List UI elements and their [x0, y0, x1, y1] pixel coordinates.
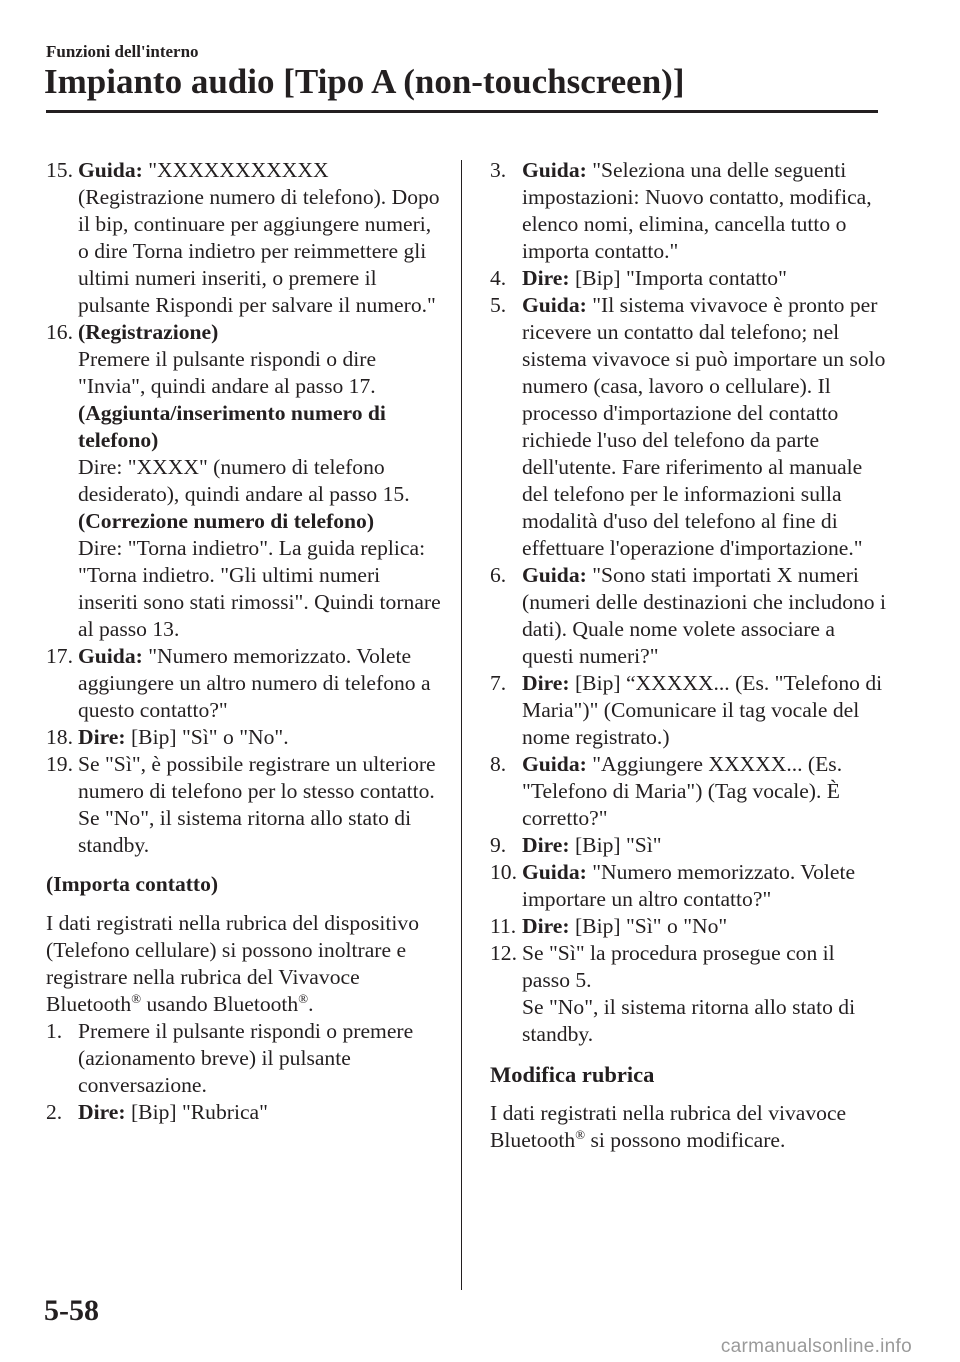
step-18 [46, 724, 444, 751]
step-number: 16. [46, 320, 73, 344]
modify-phonebook-text: I dati registrati nella rubrica del vivavoce Bluetooth® si possono modificare. [490, 1101, 847, 1152]
step-number: 9. [490, 833, 507, 857]
step-2 [46, 1099, 444, 1126]
step-text: Se "No", il sistema ritorna allo stato di standby. [522, 995, 856, 1046]
step-label: Dire: [522, 671, 570, 695]
step-text: [Bip] “XXXXX... (Es. "Telefono di Maria")" (Comunicare il tag vocale del nome registrato.) [522, 671, 883, 749]
step-text: Se "No", il sistema ritorna allo stato di standby. [78, 806, 412, 857]
step-number: 4. [490, 266, 507, 290]
step-text: "Sono stati importati X numeri (numeri delle destinazioni che includono i dati). Quale nome volete associare a questi numeri?" [522, 563, 886, 668]
step-number: 3. [490, 158, 507, 182]
step-10 [490, 859, 888, 913]
step-9 [490, 832, 888, 859]
step-6 [490, 562, 888, 670]
step-number: 5. [490, 293, 507, 317]
site-watermark: carmanualsonline.info [720, 1336, 912, 1357]
step-16 [46, 319, 444, 643]
step-number: 19. [46, 752, 73, 776]
sub-heading-correzione: (Correzione numero di telefono) [78, 509, 375, 533]
step-8 [490, 751, 888, 832]
registered-mark: ® [298, 991, 309, 1006]
page-title: Impianto audio [Tipo A (non-touchscreen)] [44, 62, 685, 101]
step-text: "XXXXXXXXXXX (Registrazione numero di telefono). Dopo il bip, continuare per aggiungere numeri, o dire Torna indietro per reimmettere gli ultimi numeri inseriti, o premere il pulsante Rispondi per salvare il numero." [78, 158, 440, 317]
registered-mark: ® [131, 991, 142, 1006]
import-intro: I dati registrati nella rubrica del dispositivo (Telefono cellulare) si possono inoltrare e registrare nella rubrica del Vivavoce Bluetooth® usando Bluetooth®. [46, 911, 419, 1016]
step-4 [490, 265, 888, 292]
step-17 [46, 643, 444, 724]
step-label: Dire: [522, 833, 570, 857]
step-number: 18. [46, 725, 73, 749]
step-number: 2. [46, 1100, 63, 1124]
section-label: Funzioni dell'interno [46, 42, 199, 61]
step-number: 7. [490, 671, 507, 695]
step-text: "Numero memorizzato. Volete importare un altro contatto?" [522, 860, 856, 911]
left-column [46, 157, 444, 1126]
step-12 [490, 940, 888, 1048]
modify-phonebook-heading: Modifica rubrica [490, 1062, 655, 1087]
registered-mark: ® [575, 1127, 586, 1142]
step-7 [490, 670, 888, 751]
step-text: Premere il pulsante rispondi o premere (azionamento breve) il pulsante conversazione. [78, 1019, 414, 1097]
step-number: 8. [490, 752, 507, 776]
step-label: Guida: [78, 158, 143, 182]
step-label: Dire: [522, 266, 570, 290]
step-1 [46, 1018, 444, 1099]
step-text: [Bip] "Sì" o "No". [125, 725, 289, 749]
step-label: Dire: [78, 1100, 126, 1124]
step-number: 6. [490, 563, 507, 587]
step-15 [46, 157, 444, 319]
step-text: [Bip] "Importa contatto" [569, 266, 787, 290]
right-column [490, 157, 888, 1154]
step-text: Se "Sì" la procedura prosegue con il passo 5. [522, 941, 835, 992]
page-number: 5-58 [44, 1294, 99, 1327]
step-text: "Numero memorizzato. Volete aggiungere un altro numero di telefono a questo contatto?" [78, 644, 431, 722]
step-number: 17. [46, 644, 73, 668]
step-text: "Seleziona una delle seguenti impostazioni: Nuovo contatto, modifica, elenco nomi, elimina, cancella tutto o importa contatto." [522, 158, 872, 263]
step-text: [Bip] "Sì" o "No" [569, 914, 728, 938]
step-label: Guida: [522, 563, 587, 587]
step-number: 15. [46, 158, 73, 182]
step-label: Guida: [522, 752, 587, 776]
step-text: [Bip] "Rubrica" [125, 1100, 268, 1124]
step-label: Dire: [78, 725, 126, 749]
step-19 [46, 751, 444, 859]
step-number: 12. [490, 941, 517, 965]
sub-text: Dire: "XXXX" (numero di telefono desiderato), quindi andare al passo 15. [78, 455, 410, 506]
step-text: "Aggiungere XXXXX... (Es. "Telefono di Maria") (Tag vocale). È corretto?" [522, 752, 843, 830]
step-label: Dire: [522, 914, 570, 938]
step-text: [Bip] "Sì" [569, 833, 662, 857]
step-number: 1. [46, 1019, 63, 1043]
sub-text: Dire: "Torna indietro". La guida replica: "Torna indietro. "Gli ultimi numeri inseriti sono stati rimossi". Quindi tornare al passo 13. [78, 536, 441, 641]
sub-text: Premere il pulsante rispondi o dire "Invia", quindi andare al passo 17. [78, 347, 377, 398]
sub-heading-aggiunta: (Aggiunta/inserimento numero di telefono) [78, 401, 386, 452]
sub-heading-registrazione: (Registrazione) [78, 320, 219, 344]
step-number: 10. [490, 860, 517, 884]
title-rule [46, 110, 878, 113]
step-label: Guida: [522, 860, 587, 884]
step-label: Guida: [522, 293, 587, 317]
step-label: Guida: [522, 158, 587, 182]
step-11 [490, 913, 888, 940]
step-number: 11. [490, 914, 517, 938]
step-5 [490, 292, 888, 562]
step-3 [490, 157, 888, 265]
import-contact-heading: (Importa contatto) [46, 872, 219, 896]
step-text: Se "Sì", è possibile registrare un ulteriore numero di telefono per lo stesso contatto. [78, 752, 436, 803]
column-divider [461, 160, 462, 1290]
step-label: Guida: [78, 644, 143, 668]
step-text: "Il sistema vivavoce è pronto per ricevere un contatto dal telefono; nel sistema vivavoce si può importare un solo numero (casa, lavoro o cellulare). Il processo d'importazione del contatto richiede l'uso del telefono da parte dell'utente. Fare riferimento al manuale del telefono per le informazioni sulla modalità d'uso del telefono al fine di effettuare l'operazione d'importazione." [522, 293, 886, 560]
